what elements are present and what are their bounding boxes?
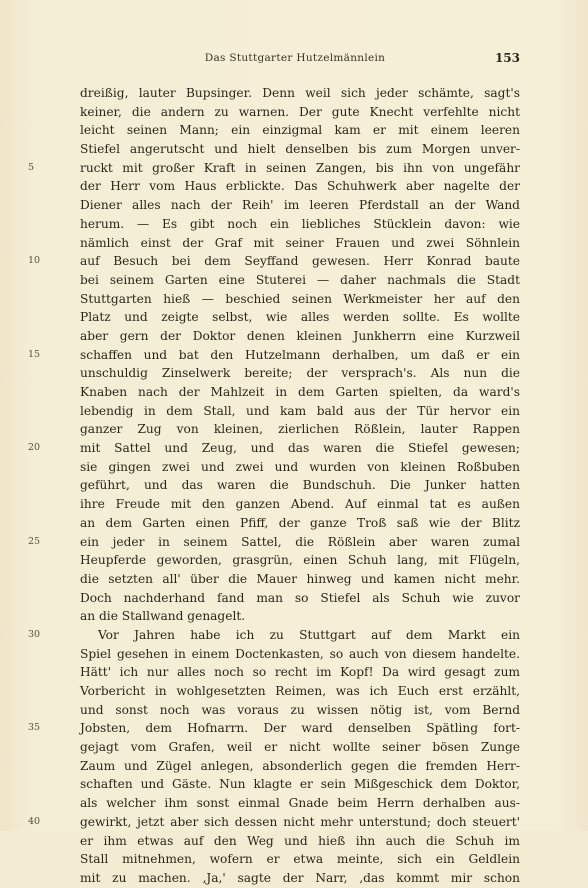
- text-line: [28, 533, 520, 552]
- line-text: Stiefel angerutscht und hielt denselben bis zum Morgen unver-: [80, 142, 520, 157]
- text-line: [80, 589, 520, 608]
- line-number: 10: [28, 255, 41, 267]
- line-text: geführt, und das waren die Bundschuh. Die Junker hatten: [80, 478, 520, 493]
- line-text: aber gern der Doktor denen kleinen Junkherrn eine Kurzweil: [80, 328, 520, 343]
- line-text: schaften und Gäste. Nun klagte er sein Mißgeschick dem Doktor,: [80, 777, 520, 792]
- line-text: gewirkt, jetzt aber sich dessen nicht mehr unterstund; doch steuert': [80, 814, 520, 829]
- text-line: [80, 121, 520, 140]
- line-text: ganzer Zug von kleinen, zierlichen Rößlein, lauter Rappen: [80, 422, 520, 437]
- text-line: [80, 271, 520, 290]
- line-text: mit Sattel und Zeug, und das waren die Stiefel gewesen;: [80, 441, 520, 456]
- text-line: [80, 869, 520, 888]
- line-number: 40: [28, 815, 41, 827]
- text-line: [80, 103, 520, 122]
- text-line: [80, 738, 520, 757]
- text-line: [80, 177, 520, 196]
- line-text: Vorbericht in wohlgesetzten Reimen, was ich Euch erst erzählt,: [80, 684, 520, 698]
- line-text: und sonst noch was voraus zu wissen nötig ist, vom Bernd: [80, 702, 520, 717]
- line-text: ein jeder in seinem Sattel, die Rößlein aber waren zumal: [80, 534, 520, 549]
- text-line: [80, 663, 520, 682]
- page-number: 153: [494, 51, 520, 65]
- text-line: [80, 832, 520, 851]
- text-line: [80, 140, 520, 159]
- text-line: [80, 458, 520, 477]
- text-line: [80, 364, 520, 383]
- line-text: Stuttgarten hieß — beschied seinen Werkmeister her auf den: [80, 291, 520, 306]
- text-line: [28, 626, 520, 645]
- text-line: [28, 159, 520, 178]
- text-line: [80, 476, 520, 495]
- line-text: Platz und zeigte selbst, wie alles werden sollte. Es wollte: [80, 310, 520, 325]
- text-line: [80, 215, 520, 234]
- text-line: [80, 794, 520, 813]
- line-text: ruckt mit großer Kraft in seinen Zangen, bis ihn von ungefähr: [80, 160, 520, 175]
- line-text: gejagt vom Grafen, weil er nicht wollte seiner bösen Zunge: [80, 740, 520, 755]
- line-text: er ihm etwas auf den Weg und hieß ihn auch die Schuh im: [80, 833, 520, 848]
- line-number: 15: [28, 348, 41, 360]
- line-text: bei seinem Garten eine Stuterei — daher nachmals die Stadt: [80, 272, 520, 287]
- text-line: [80, 308, 520, 327]
- line-text: Hätt' ich nur alles noch so recht im Kopf! Da wird gesagt zum: [80, 665, 520, 680]
- line-text: unschuldig Zinselwerk bereite; der versprach's. Als nun die: [80, 366, 520, 381]
- text-line: [80, 402, 520, 421]
- text-line: [80, 701, 520, 720]
- line-text: Jobsten, dem Hofnarrn. Der ward denselben Spätling fort-: [80, 721, 520, 736]
- line-text: Stall mitnehmen, wofern er etwa meinte, sich ein Geldlein: [80, 852, 520, 867]
- text-line: [80, 607, 520, 626]
- line-text: der Herr vom Haus erblickte. Das Schuhwerk aber nagelte der: [80, 179, 520, 194]
- text-line: [80, 775, 520, 794]
- line-text: auf Besuch bei dem Seyffand gewesen. Herr Konrad baute: [80, 254, 520, 269]
- text-line: [28, 813, 520, 832]
- text-line: [80, 84, 520, 103]
- line-text: Doch nachderhand fand man so Stiefel als Schuh wie zuvor: [80, 590, 520, 605]
- line-text: lebendig in dem Stall, und kam bald aus der Tür hervor ein: [80, 403, 520, 418]
- line-text: mit zu machen. ‚Ja,' sagte der Narr, ‚das kommt mir schon: [80, 870, 520, 885]
- text-line: [80, 570, 520, 589]
- line-text: ihre Freude mit den ganzen Abend. Auf einmal tat es außen: [80, 497, 520, 512]
- text-line: [80, 383, 520, 402]
- text-line: [80, 514, 520, 533]
- line-text: herum. — Es gibt noch ein liebliches Stücklein davon: wie: [80, 216, 520, 231]
- text-line: [80, 290, 520, 309]
- line-text: an die Stallwand genagelt.: [80, 609, 246, 624]
- text-line: [28, 346, 520, 365]
- line-text: die setzten all' über die Mauer hinweg und kamen nicht mehr.: [80, 571, 520, 586]
- page-header: [70, 52, 520, 68]
- line-text: an dem Garten einen Pfiff, der ganze Troß saß wie der Blitz: [80, 515, 520, 530]
- text-line: [28, 439, 520, 458]
- line-number: 30: [28, 628, 41, 640]
- text-line: [80, 757, 520, 776]
- text-body: [28, 84, 520, 888]
- text-line: [80, 495, 520, 514]
- line-number: 20: [28, 442, 41, 454]
- line-text: sie gingen zwei und zwei und wurden von kleinen Roßbuben: [80, 459, 520, 474]
- text-line: [80, 645, 520, 664]
- line-number: 5: [28, 161, 35, 173]
- line-text: Spiel gesehen in einem Doctenkasten, so auch von diesem handelte.: [80, 646, 520, 661]
- text-line: [80, 234, 520, 253]
- line-text: Heupferde geworden, grasgrün, einen Schuh lang, mit Flügeln,: [80, 553, 520, 568]
- line-text: Knaben nach der Mahlzeit in dem Garten spielten, da ward's: [80, 385, 520, 399]
- line-text: Vor Jahren habe ich zu Stuttgart auf dem Markt ein: [98, 627, 520, 642]
- text-line: [80, 551, 520, 570]
- line-text: Zaum und Zügel anlegen, absonderlich gegen die fremden Herr-: [80, 758, 520, 773]
- line-text: dreißig, lauter Bupsinger. Denn weil sich jeder schämte, sagt's: [80, 86, 520, 100]
- text-line: [80, 420, 520, 439]
- line-text: keiner, die andern zu warnen. Der gute Knecht verfehlte nicht: [80, 104, 520, 119]
- line-text: nämlich einst der Graf mit seiner Frauen und zwei Söhnlein: [80, 235, 520, 250]
- line-text: schaffen und bat den Hutzelmann derhalben, um daß er ein: [80, 347, 520, 362]
- text-line: [80, 850, 520, 869]
- text-line: [28, 719, 520, 738]
- text-line: [80, 196, 520, 215]
- line-number: 25: [28, 535, 41, 547]
- line-text: Diener alles nach der Reih' im leeren Pferdstall an der Wand: [80, 198, 520, 213]
- line-text: als welcher ihm sonst einmal Gnade beim Herrn derhalben aus-: [80, 796, 520, 811]
- text-line: [80, 682, 520, 701]
- line-text: leicht seinen Mann; ein einzigmal kam er mit einem leeren: [80, 123, 520, 138]
- text-line: [28, 252, 520, 271]
- line-number: 35: [28, 722, 41, 734]
- text-line: [80, 327, 520, 346]
- running-title: Das Stuttgarter Hutzelmännlein: [204, 52, 386, 64]
